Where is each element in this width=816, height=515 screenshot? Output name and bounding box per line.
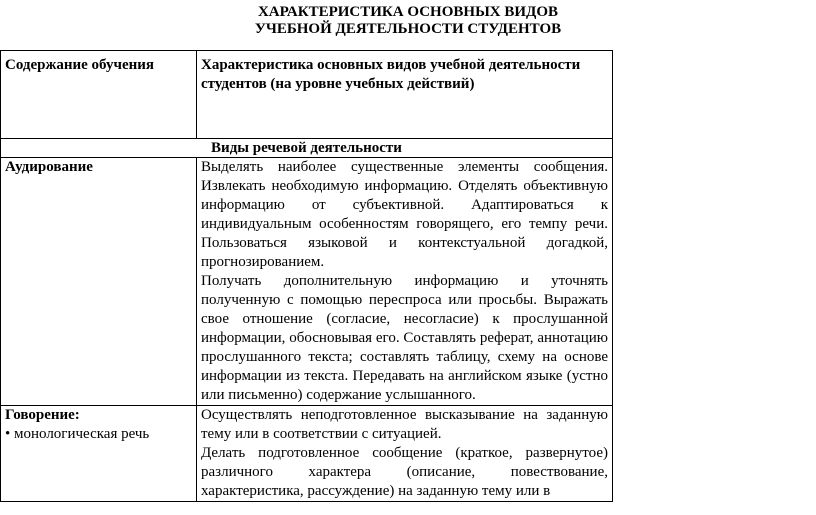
header-content-cell: Содержание обучения <box>1 51 197 139</box>
activities-table <box>0 50 613 502</box>
row-label-cell <box>1 406 197 502</box>
description-paragraph: Получать дополнительную информацию и уточнять полученную с помощью переспроса или просьбы. Выражать свое отношение (согласие, несогласие) к прослушанной информации, обосновывая его. Составлять реферат, аннотацию прослушанного текста; составлять таблицу, схему на основе информации из текста. Передавать на английском языке (устно или письменно) содержание услышанного. <box>201 273 608 403</box>
section-row <box>1 139 613 158</box>
description-paragraph: Делать подготовленное сообщение (краткое, развернутое) различного характера (описание, повествование, характеристика, рассуждение) на заданную тему или в <box>201 445 608 499</box>
row-label-cell <box>1 158 197 406</box>
header-characteristic-cell: Характеристика основных видов учебной деятельности студентов (на уровне учебных действий) <box>197 51 613 139</box>
table-row <box>1 406 613 502</box>
row-description-cell <box>197 406 613 502</box>
row-label: Говорение: <box>5 407 80 423</box>
description-paragraph: Осуществлять неподготовленное высказывание на заданную тему или в соответствии с ситуацией. <box>201 407 608 442</box>
table-header-row <box>1 51 613 139</box>
section-title: Виды речевой деятельности <box>1 139 613 158</box>
document-title <box>0 4 816 38</box>
title-line-1: ХАРАКТЕРИСТИКА ОСНОВНЫХ ВИДОВ <box>257 4 559 20</box>
row-label: Аудирование <box>5 159 93 175</box>
row-sublabel: • монологическая речь <box>5 426 150 442</box>
description-paragraph: Выделять наиболее существенные элементы сообщения. Извлекать необходимую информацию. Отделять объективную информацию от субъективной. Адаптироваться к индивидуальным особенностям говорящего, его темпу речи. Пользоваться языковой и контекстуальной догадкой, прогнозированием. <box>201 159 608 270</box>
title-line-2: УЧЕБНОЙ ДЕЯТЕЛЬНОСТИ СТУДЕНТОВ <box>254 21 562 37</box>
table-row <box>1 158 613 406</box>
row-description-cell <box>197 158 613 406</box>
